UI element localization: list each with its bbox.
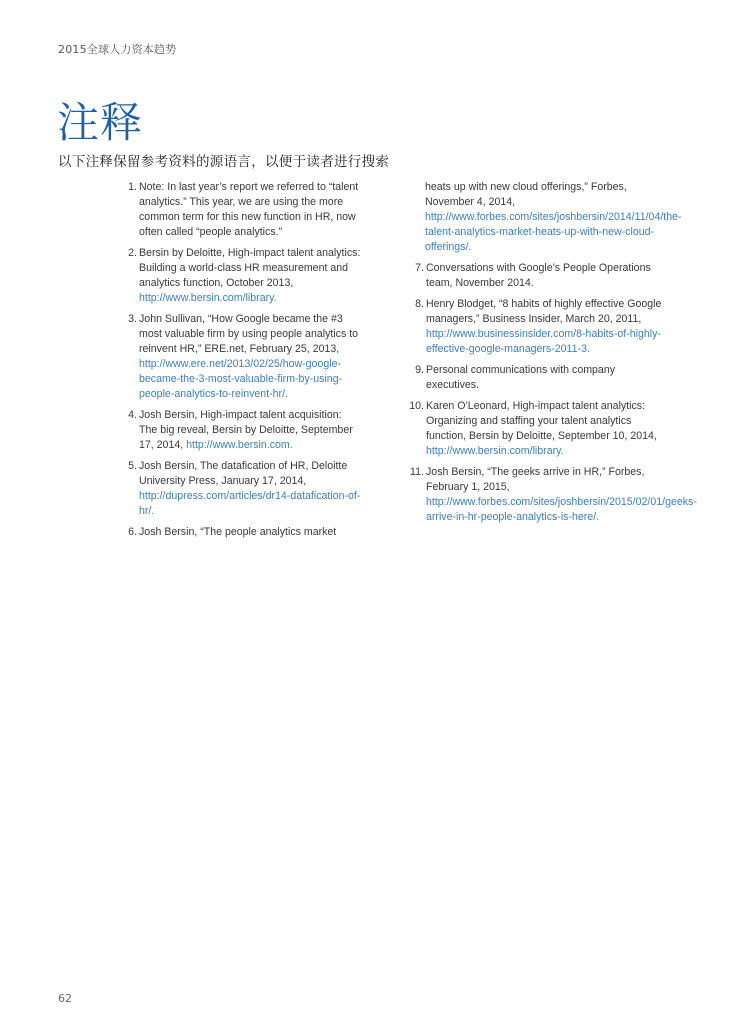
- note-number: 5.: [128, 460, 137, 472]
- note-text: Conversations with Google’s People Operations team, November 2014.: [426, 262, 651, 289]
- page-title: 注释: [57, 98, 144, 147]
- note-item: [117, 180, 362, 240]
- note-text: Josh Bersin, “The geeks arrive in HR,” Forbes, February 1, 2015,: [426, 466, 645, 493]
- note-link[interactable]: http://www.forbes.com/sites/joshbersin/2014/11/04/the-talent-analytics-market-heats-up-with-new-cloud-offerings/.: [425, 211, 682, 253]
- note-item-continued: [404, 180, 682, 255]
- note-link[interactable]: http://www.ere.net/2013/02/25/how-google-became-the-3-most-valuable-firm-by-using-people-analytics-to-reinvent-hr/.: [139, 358, 343, 400]
- note-item: [404, 399, 666, 459]
- note-text: Personal communications with company executives.: [426, 364, 616, 391]
- note-item: [404, 465, 697, 525]
- note-item: [404, 297, 666, 357]
- note-number: 3.: [128, 313, 137, 325]
- note-text: Josh Bersin, High-impact talent acquisition: The big reveal, Bersin by Deloitte, September 17, 2014,: [139, 409, 353, 451]
- notes-column-right: [404, 180, 697, 531]
- note-text: heats up with new cloud offerings,” Forbes, November 4, 2014,: [425, 181, 627, 208]
- note-number: 8.: [415, 298, 424, 310]
- note-number: 6.: [128, 526, 137, 538]
- note-text: Henry Blodget, “8 habits of highly effective Google managers,” Business Insider, March 20, 2011,: [426, 298, 662, 325]
- note-item: [404, 363, 666, 393]
- note-text: Note: In last year’s report we referred to “talent analytics.” This year, we are using the more common term for this new function in HR, now often called “people analytics.”: [139, 181, 359, 238]
- note-text: Josh Bersin, The datafication of HR, Deloitte University Press, January 17, 2014,: [139, 460, 348, 487]
- note-link[interactable]: http://dupress.com/articles/dr14-datafication-of-hr/.: [139, 490, 361, 517]
- note-link[interactable]: http://www.forbes.com/sites/joshbersin/2015/02/01/geeks-arrive-in-hr-people-analytics-is-here/.: [426, 496, 697, 523]
- note-number: 4.: [128, 409, 137, 421]
- note-number: 9.: [415, 364, 424, 376]
- page-number: 62: [58, 992, 72, 1005]
- note-number: 2.: [128, 247, 137, 259]
- note-item: [117, 459, 362, 519]
- note-link[interactable]: http://www.businessinsider.com/8-habits-of-highly-effective-google-managers-2011-3.: [426, 328, 661, 355]
- note-item: [117, 312, 362, 402]
- notes-column-left: [117, 180, 362, 546]
- note-link[interactable]: http://www.bersin.com/library.: [426, 445, 564, 457]
- note-number: 10.: [409, 400, 424, 412]
- note-number: 7.: [415, 262, 424, 274]
- note-number: 11.: [410, 466, 424, 478]
- note-item: [117, 525, 362, 540]
- note-number: 1.: [128, 181, 137, 193]
- note-text: Josh Bersin, “The people analytics market: [139, 526, 337, 538]
- note-text: John Sullivan, “How Google became the #3 most valuable firm by using people analytics to reinvent HR,” ERE.net, February 25, 2013,: [139, 313, 359, 355]
- note-link[interactable]: http://www.bersin.com/library.: [139, 292, 277, 304]
- note-item: [117, 246, 362, 306]
- note-text: Karen O’Leonard, High-impact talent analytics: Organizing and staffing your talent analytics function, Bersin by Deloitte, September 10, 2014,: [426, 400, 657, 442]
- running-head: 2015全球人力资本趋势: [58, 43, 177, 56]
- note-link[interactable]: http://www.bersin.com.: [186, 439, 293, 451]
- note-item: [404, 261, 666, 291]
- note-item: [117, 408, 362, 453]
- note-text: Bersin by Deloitte, High-impact talent analytics: Building a world-class HR measurement and analytics function, October 2013,: [139, 247, 361, 289]
- page-subtitle: 以下注释保留参考资料的源语言，以便于读者进行搜索: [58, 154, 390, 170]
